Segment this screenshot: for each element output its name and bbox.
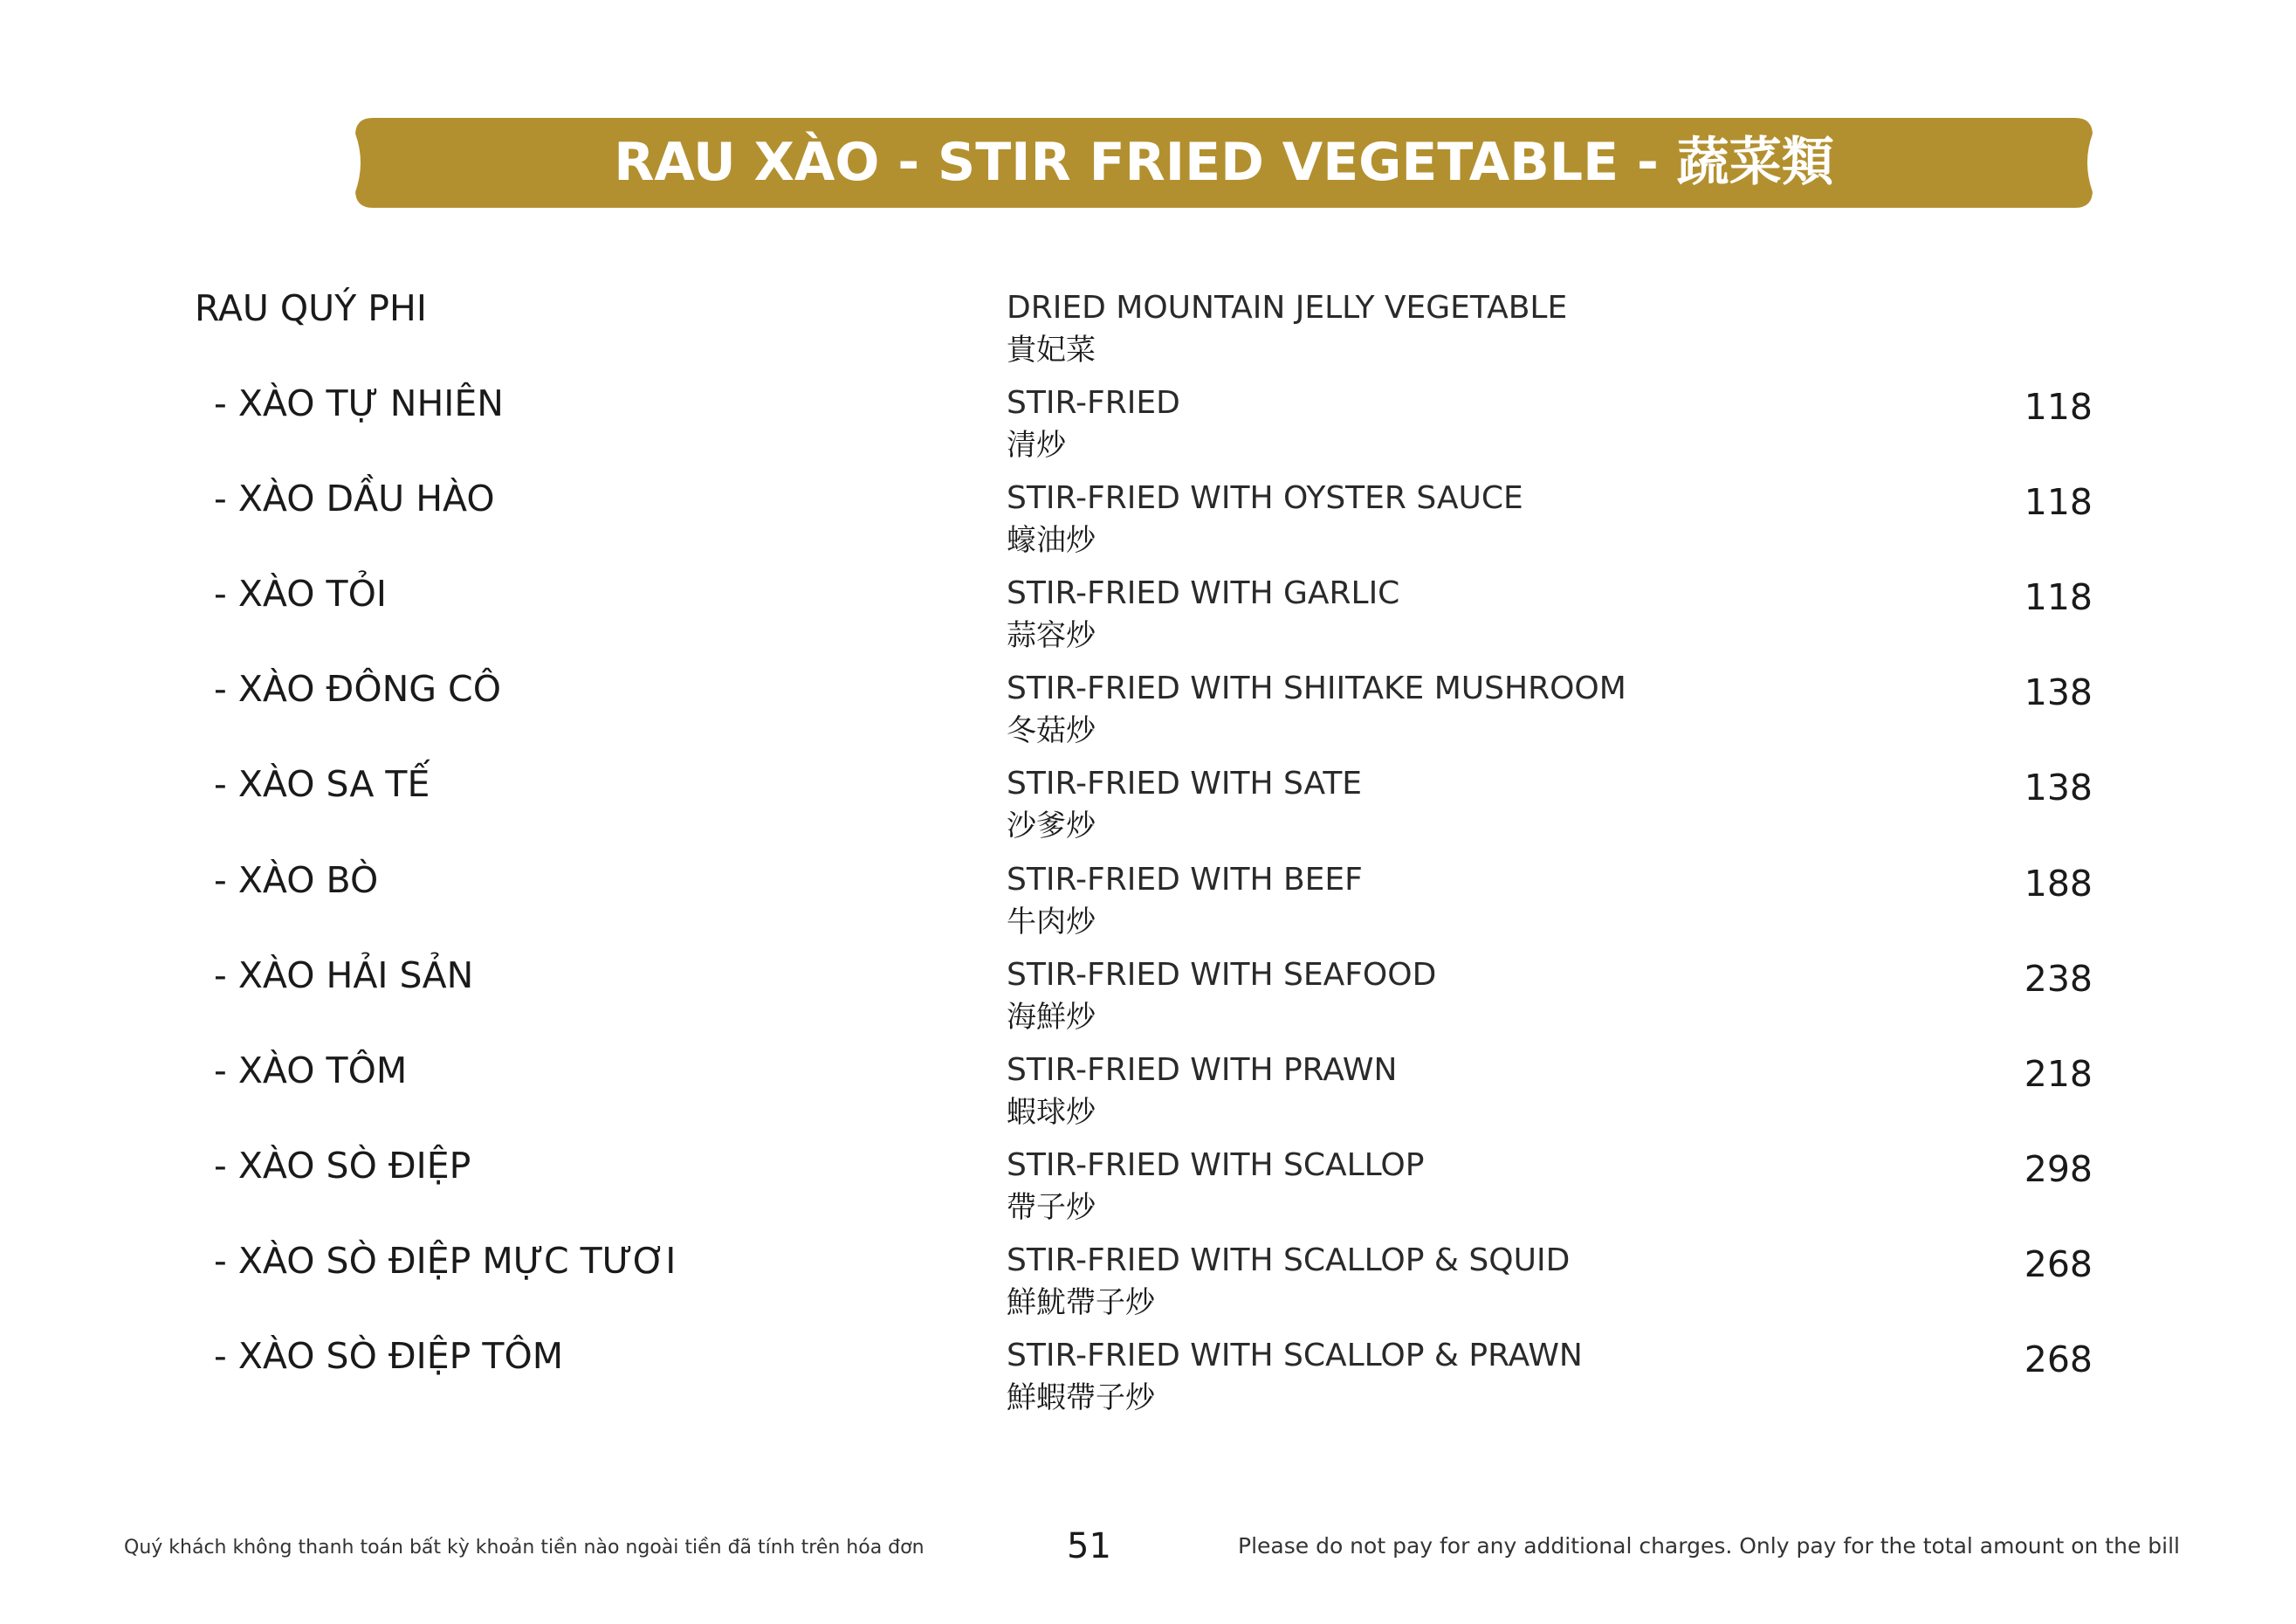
item-name-vn: - XÀO TỎI [214,573,387,615]
dish-name-vn: RAU QUÝ PHI [195,287,427,329]
item-name-zh: 鮮蝦帶子炒 [1007,1380,1155,1415]
item-name-vn: - XÀO SA TẾ [214,763,430,805]
item-price: 118 [2024,576,2093,618]
menu-item [0,668,2296,760]
item-name-zh: 蒜容炒 [1007,618,1096,653]
item-name-vn: - XÀO HẢI SẢN [214,954,474,996]
menu-item [0,859,2296,952]
menu-item [0,763,2296,856]
item-name-en: STIR-FRIED WITH SATE [1007,766,1363,802]
menu-item [0,382,2296,475]
menu-item [0,1240,2296,1332]
item-name-en: STIR-FRIED WITH SCALLOP [1007,1147,1425,1183]
item-name-zh: 鮮魷帶子炒 [1007,1285,1155,1320]
item-name-en: STIR-FRIED WITH OYSTER SAUCE [1007,480,1523,516]
item-name-vn: - XÀO SÒ ĐIỆP TÔM [214,1335,564,1377]
menu-item [0,573,2296,665]
item-price: 268 [2024,1243,2093,1285]
item-name-zh: 清炒 [1007,428,1066,463]
item-name-zh: 蠔油炒 [1007,523,1096,558]
menu-item [0,1145,2296,1237]
footer-note-vn: Quý khách không thanh toán bất kỳ khoản tiền nào ngoài tiền đã tính trên hóa đơn [124,1537,925,1559]
item-price: 138 [2024,671,2093,713]
item-price: 138 [2024,767,2093,809]
item-price: 118 [2024,481,2093,523]
item-name-zh: 海鮮炒 [1007,1000,1096,1035]
item-name-vn: - XÀO BÒ [214,859,379,901]
dish-name-en: DRIED MOUNTAIN JELLY VEGETABLE [1007,290,1568,326]
item-name-vn: - XÀO TÔM [214,1049,408,1091]
item-name-zh: 帶子炒 [1007,1190,1096,1225]
item-name-vn: - XÀO SÒ ĐIỆP MỰC TƯƠI [214,1240,677,1282]
page-number: 51 [1067,1526,1111,1566]
item-name-en: STIR-FRIED WITH SCALLOP & SQUID [1007,1242,1571,1278]
page-title: RAU XÀO - STIR FRIED VEGETABLE - 蔬菜類 [614,132,1834,193]
footer-note-en: Please do not pay for any additional charges. Only pay for the total amount on the bill [1238,1533,2180,1559]
item-name-en: STIR-FRIED WITH PRAWN [1007,1052,1398,1088]
dish-name-zh: 貴妃菜 [1007,333,1096,368]
item-name-en: STIR-FRIED [1007,385,1180,421]
item-name-zh: 牛肉炒 [1007,905,1096,939]
item-price: 188 [2024,863,2093,905]
item-name-zh: 蝦球炒 [1007,1095,1096,1130]
item-name-zh: 冬菇炒 [1007,713,1096,748]
item-price: 118 [2024,386,2093,428]
item-name-vn: - XÀO ĐÔNG CÔ [214,668,501,710]
item-name-vn: - XÀO SÒ ĐIỆP [214,1145,471,1187]
menu-heading [0,287,2296,380]
menu-item [0,954,2296,1047]
item-price: 268 [2024,1338,2093,1380]
item-name-en: STIR-FRIED WITH SEAFOOD [1007,957,1437,993]
item-price: 218 [2024,1053,2093,1095]
menu-item [0,1335,2296,1428]
item-price: 238 [2024,958,2093,1000]
item-name-en: STIR-FRIED WITH GARLIC [1007,575,1400,611]
item-name-vn: - XÀO TỰ NHIÊN [214,382,504,424]
menu-item [0,1049,2296,1142]
item-price: 298 [2024,1148,2093,1190]
item-name-zh: 沙爹炒 [1007,809,1096,843]
item-name-en: STIR-FRIED WITH BEEF [1007,862,1363,898]
menu-item [0,478,2296,570]
item-name-en: STIR-FRIED WITH SHIITAKE MUSHROOM [1007,671,1626,706]
item-name-vn: - XÀO DẦU HÀO [214,478,495,520]
item-name-en: STIR-FRIED WITH SCALLOP & PRAWN [1007,1338,1583,1373]
